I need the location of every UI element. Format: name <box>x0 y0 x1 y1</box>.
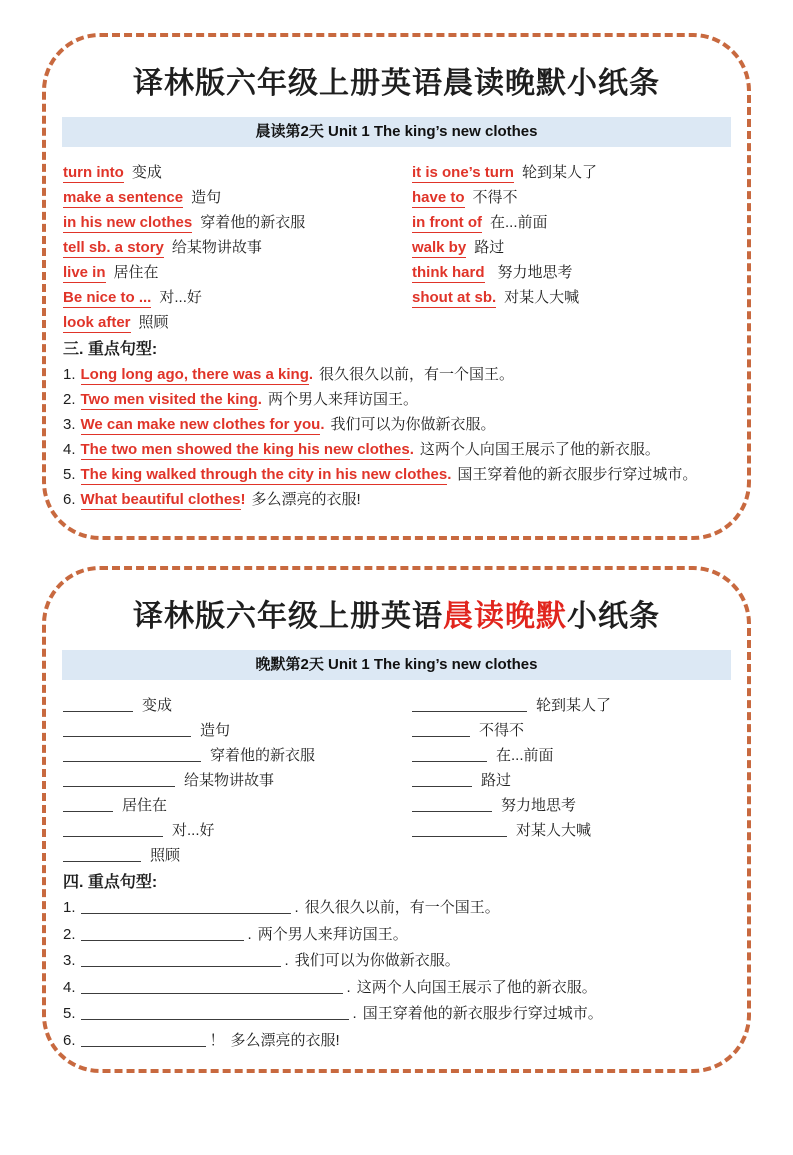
sentence-chinese: 我们可以为你做新衣服。 <box>294 952 460 969</box>
vocab-english: shout at sb. <box>412 289 497 306</box>
sentence-item <box>59 412 734 437</box>
sentence-chinese: 两个男人来拜访国王。 <box>257 925 408 943</box>
card2-blanks-left-column <box>63 693 412 868</box>
vocab-item <box>412 260 730 285</box>
sentence-punct: . <box>346 978 351 996</box>
blank-chinese: 在...前面 <box>496 747 554 764</box>
card1-sentences <box>59 362 734 512</box>
vocab-item <box>412 185 730 210</box>
vocab-english: live in <box>63 264 106 281</box>
vocab-item <box>412 210 730 235</box>
blank-chinese: 努力地思考 <box>501 797 577 814</box>
card2-blanks-right-column <box>412 693 730 868</box>
sentence-punct: ! <box>240 491 246 508</box>
answer-blank <box>81 926 244 941</box>
answer-blank <box>63 722 191 737</box>
sentence-punct: . <box>294 899 299 916</box>
sentence-chinese: 这两个人向国王展示了他的新衣服。 <box>419 441 660 458</box>
sentence-punct: . <box>257 391 262 408</box>
sentence-punct: . <box>308 366 314 383</box>
card2-title-black1: 译林版六年级上册英语 <box>133 600 443 633</box>
vocab-chinese: 变成 <box>131 164 162 181</box>
sentence-punct: . <box>352 1005 357 1022</box>
blank-item <box>412 793 730 818</box>
sentence-item <box>59 387 734 412</box>
sentence-chinese: 国王穿着他的新衣服步行穿过城市。 <box>457 466 698 483</box>
sentence-chinese: 这两个人向国王展示了他的新衣服。 <box>356 978 597 996</box>
vocab-chinese: 不得不 <box>472 189 518 206</box>
morning-reading-card <box>42 33 751 540</box>
sentence-number: 6. <box>63 491 76 508</box>
vocab-item <box>63 235 412 260</box>
vocab-english: tell sb. a story <box>63 239 164 256</box>
card2-title-red: 晨读晚默 <box>443 600 567 633</box>
answer-blank <box>412 722 470 737</box>
vocab-english: make a sentence <box>63 189 184 206</box>
sentence-blank-item <box>59 975 734 1002</box>
answer-blank <box>81 979 343 994</box>
vocab-chinese: 努力地思考 <box>497 264 573 281</box>
blank-item <box>63 768 412 793</box>
card2-title <box>59 596 734 638</box>
blank-item <box>63 693 412 718</box>
vocab-chinese: 在...前面 <box>489 214 548 231</box>
sentence-blank-item <box>59 1028 734 1055</box>
vocab-chinese: 照顾 <box>138 314 169 331</box>
sentence-punct: . <box>409 441 414 458</box>
vocab-chinese: 给某物讲故事 <box>171 239 262 256</box>
sentence-chinese: 我们可以为你做新衣服。 <box>330 416 496 433</box>
blank-item <box>412 718 730 743</box>
vocab-item <box>63 260 412 285</box>
vocab-english: look after <box>63 314 131 331</box>
sentence-punct: ！ <box>209 1031 225 1049</box>
vocab-item <box>412 285 730 310</box>
vocab-item <box>63 285 412 310</box>
answer-blank <box>63 697 133 712</box>
answer-blank <box>63 772 175 787</box>
sentence-english: The two men showed the king his new clothes <box>80 441 410 458</box>
vocab-item <box>63 310 412 335</box>
blank-chinese: 造句 <box>200 722 231 739</box>
blank-chinese: 路过 <box>481 772 512 789</box>
sentence-item <box>59 487 734 512</box>
blank-item <box>63 718 412 743</box>
answer-blank <box>412 697 527 712</box>
sentence-chinese: 两个男人来拜访国王。 <box>267 391 418 408</box>
sentence-item <box>59 462 734 487</box>
vocab-chinese: 路过 <box>474 239 505 256</box>
card1-section-title: 三. 重点句型: <box>63 341 158 358</box>
vocab-item <box>412 160 730 185</box>
sentence-english: The king walked through the city in his new clothes <box>80 466 448 483</box>
vocab-item <box>63 185 412 210</box>
answer-blank <box>81 899 291 914</box>
vocab-chinese: 轮到某人了 <box>521 164 597 181</box>
blank-chinese: 不得不 <box>479 722 525 739</box>
vocab-chinese: 对...好 <box>159 289 202 306</box>
answer-blank <box>63 822 163 837</box>
blank-chinese: 对某人大喊 <box>516 822 592 839</box>
sentence-item <box>59 437 734 462</box>
blank-item <box>412 768 730 793</box>
card1-day-header: 晨读第2天 Unit 1 The king’s new clothes <box>62 117 731 147</box>
sentence-punct: . <box>284 952 289 969</box>
sentence-number: 2. <box>63 391 76 408</box>
vocab-english: have to <box>412 189 465 206</box>
sentence-number: 4. <box>63 978 76 996</box>
vocab-english: it is one’s turn <box>412 164 514 181</box>
vocab-chinese: 造句 <box>191 189 222 206</box>
sentence-item <box>59 362 734 387</box>
vocab-english: think hard <box>412 264 485 281</box>
blank-item <box>63 793 412 818</box>
card2-title-black2: 小纸条 <box>567 600 660 633</box>
sentence-number: 6. <box>63 1031 76 1049</box>
answer-blank <box>63 847 141 862</box>
answer-blank <box>412 772 472 787</box>
sentence-blank-item <box>59 948 734 975</box>
blank-item <box>412 693 730 718</box>
vocab-chinese: 对某人大喊 <box>504 289 580 306</box>
sentence-chinese: 很久很久以前，有一个国王。 <box>319 366 515 383</box>
answer-blank <box>63 797 113 812</box>
vocab-item <box>412 235 730 260</box>
blank-item <box>63 743 412 768</box>
vocab-chinese: 穿着他的新衣服 <box>200 214 306 231</box>
vocab-item <box>63 160 412 185</box>
sentence-blank-item <box>59 922 734 949</box>
blank-chinese: 变成 <box>142 697 173 714</box>
sentence-number: 3. <box>63 952 76 969</box>
blank-item <box>63 843 412 868</box>
sentence-english: What beautiful clothes <box>80 491 241 508</box>
evening-dictation-card <box>42 566 751 1073</box>
card2-sentences <box>59 895 734 1054</box>
answer-blank <box>412 797 492 812</box>
card1-title: 译林版六年级上册英语晨读晚默小纸条 <box>133 67 660 100</box>
card2-section-title: 四. 重点句型: <box>63 874 158 891</box>
blank-chinese: 穿着他的新衣服 <box>210 747 316 764</box>
sentence-chinese: 多么漂亮的衣服! <box>251 491 361 508</box>
sentence-punct: . <box>447 466 452 483</box>
sentence-number: 5. <box>63 1005 76 1022</box>
card2-day-header: 晚默第2天 Unit 1 The king’s new clothes <box>62 650 731 680</box>
sentence-english: Long long ago, there was a king <box>80 366 309 383</box>
sentence-blank-item <box>59 895 734 922</box>
vocab-english: in his new clothes <box>63 214 193 231</box>
vocab-english: walk by <box>412 239 467 256</box>
sentence-punct: . <box>247 925 252 943</box>
blank-chinese: 照顾 <box>150 847 181 864</box>
blank-item <box>412 818 730 843</box>
blank-item <box>412 743 730 768</box>
answer-blank <box>412 747 487 762</box>
vocab-chinese: 居住在 <box>113 264 159 281</box>
blank-item <box>63 818 412 843</box>
card1-vocab-area <box>59 160 734 335</box>
answer-blank <box>81 1032 206 1047</box>
vocab-item <box>63 210 412 235</box>
answer-blank <box>63 747 201 762</box>
sentence-number: 1. <box>63 899 76 916</box>
sentence-english: Two men visited the king <box>80 391 258 408</box>
sentence-number: 5. <box>63 466 76 483</box>
sentence-english: We can make new clothes for you <box>80 416 321 433</box>
blank-chinese: 居住在 <box>122 797 168 814</box>
sentence-chinese: 多么漂亮的衣服! <box>230 1031 340 1049</box>
sentence-blank-item <box>59 1001 734 1028</box>
vocab-english: Be nice to ... <box>63 289 152 306</box>
card1-vocab-right-column <box>412 160 730 335</box>
card2-blanks-area <box>59 693 734 868</box>
vocab-english: in front of <box>412 214 482 231</box>
answer-blank <box>412 822 507 837</box>
sentence-number: 2. <box>63 925 76 943</box>
card1-vocab-left-column <box>63 160 412 335</box>
sentence-punct: . <box>320 416 325 433</box>
sentence-chinese: 很久很久以前，有一个国王。 <box>304 899 500 916</box>
sentence-number: 1. <box>63 366 76 383</box>
answer-blank <box>81 1005 349 1020</box>
blank-chinese: 轮到某人了 <box>536 697 612 714</box>
answer-blank <box>81 952 281 967</box>
blank-chinese: 对...好 <box>172 822 215 839</box>
vocab-english: turn into <box>63 164 124 181</box>
sentence-number: 4. <box>63 441 76 458</box>
blank-chinese: 给某物讲故事 <box>184 772 275 789</box>
sentence-chinese: 国王穿着他的新衣服步行穿过城市。 <box>362 1005 603 1022</box>
sentence-number: 3. <box>63 416 76 433</box>
